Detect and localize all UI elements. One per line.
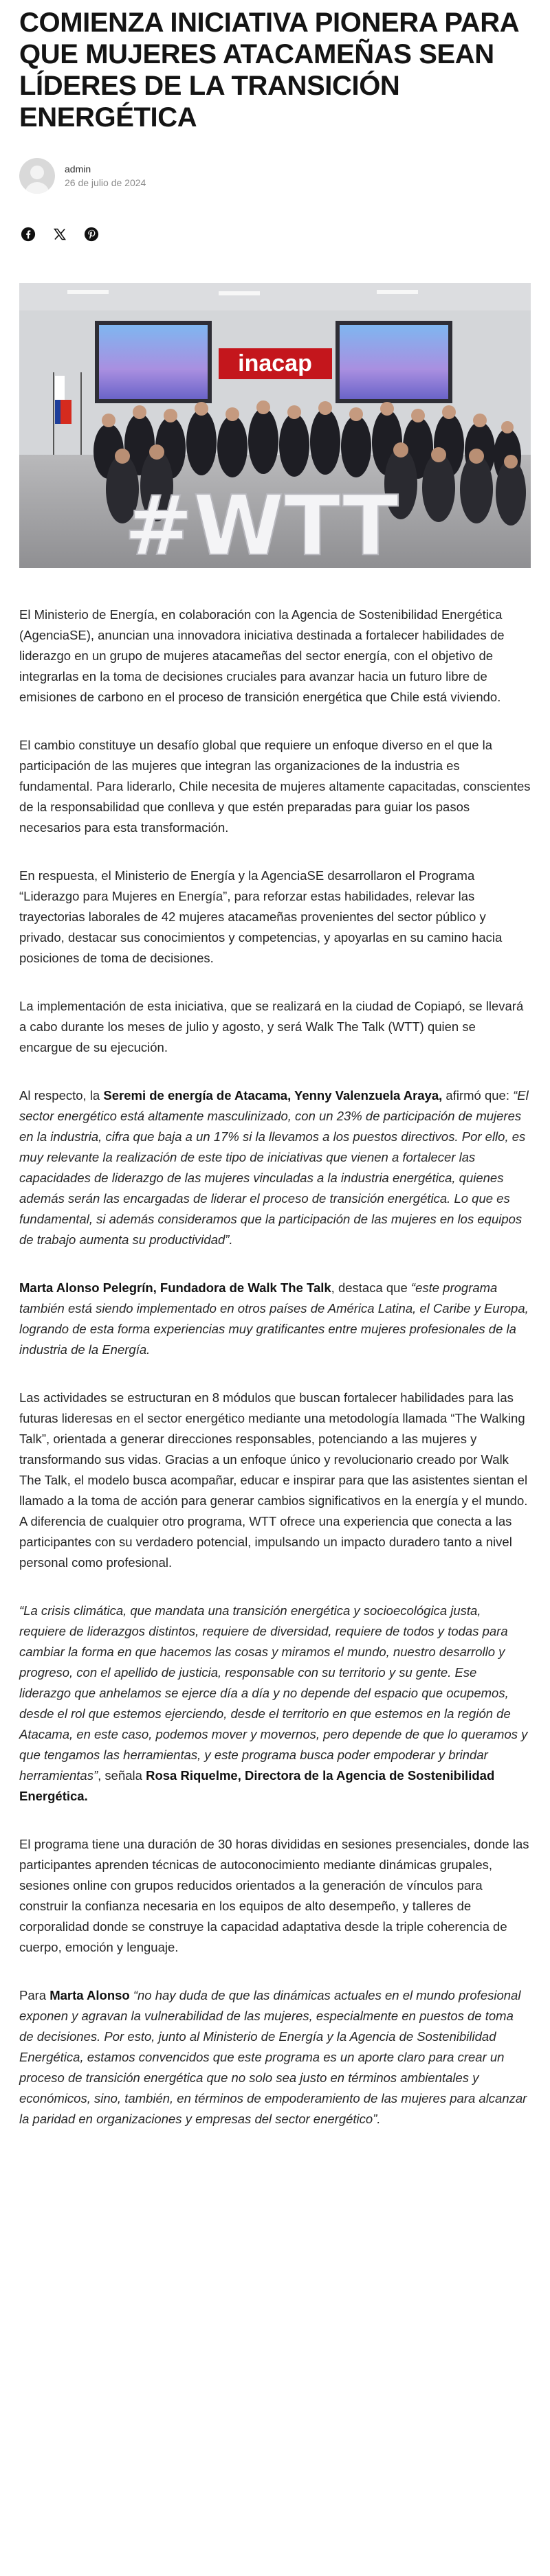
banner-text: inacap [238, 350, 312, 376]
speaker-name: Marta Alonso Pelegrín, Fundadora de Walk The Talk [19, 1280, 331, 1295]
speaker-name: Seremi de energía de Atacama, Yenny Valenzuela Araya, [103, 1088, 443, 1103]
paragraph: Las actividades se estructuran en 8 módulos que buscan fortalecer habilidades para las futuras lideresas en el sector energético mediante una metodología llamada “The Walking Talk”, orientada a generar direcciones responsables, potenciando a las mujeres y transformando sus vidas. Gracias a un enfoque único y revolucionario creado por Walk The Talk, el modelo busca acompañar, educar e inspirar para que las asistentes sientan el llamado a la toma de acción para generar cambios significativos en la energía y el mundo. A diferencia de cualquier otro programa, WTT ofrece una experiencia que conecta a las participantes con su verdadero potencial, impulsando un impacto duradero tanto a nivel personal como profesional. [19, 1390, 528, 1570]
facebook-share-button[interactable] [19, 225, 37, 243]
x-share-button[interactable] [51, 225, 69, 243]
speaker-name: Marta Alonso [50, 1988, 130, 2002]
paragraph: Marta Alonso Pelegrín, Fundadora de Walk The Talk, destaca que “este programa también está siendo implementado en otros países de América Latina, el Caribe y Europa, logrando de esta forma experiencias muy gratificantes entre mujeres profesionales de la industria de la Energía. [19, 1280, 529, 1357]
author-name[interactable]: admin [65, 163, 91, 174]
paragraph: Para Marta Alonso “no hay duda de que las dinámicas actuales en el mundo profesional exponen y agravan la vulnerabilidad de las mujeres, especialmente en puestos de toma de decisiones. Por esto, junto al Ministerio de Energía y la Agencia de Sostenibilidad Energética, estamos convencidos que este programa es un aporte claro para crear un proceso de transición energética que no solo sea justo en términos ambientales y económicos, sino, también, en términos de empoderamiento de las mujeres para alcanzar la paridad en organizaciones y empresas del sector energético”. [19, 1988, 527, 2126]
paragraph: La implementación de esta iniciativa, que se realizará en la ciudad de Copiapó, se llevará a cabo durante los meses de julio y agosto, y será Walk The Talk (WTT) quien se encargue de su ejecución. [19, 999, 524, 1054]
avatar[interactable] [19, 158, 55, 194]
hero-photo [19, 283, 531, 568]
paragraph: El cambio constituye un desafío global que requiere un enfoque diverso en el que la participación de las mujeres que integran las organizaciones de la industria es fundamental. Para liderarlo, Chile necesita de mujeres altamente capacitadas, conscientes de la responsabilidad que conlleva y que estén preparadas para guiar los pasos necesarios para esta transformación. [19, 738, 531, 835]
author-meta [19, 157, 531, 195]
article-body [19, 605, 531, 2129]
pinterest-share-button[interactable] [82, 225, 100, 243]
quote: “este programa también está siendo implementado en otros países de América Latina, el Caribe y Europa, logrando de esta forma experiencias muy gratificantes entre mujeres profesionales de la industria de la Energía. [19, 1280, 529, 1357]
facebook-icon [21, 227, 36, 242]
quote: “La crisis climática, que mandata una transición energética y socioecológica justa, requiere de liderazgos distintos, requiere de diversidad, requiere de todos y todas para cambiar la forma en que hacemos las cosas y miramos el mundo, nuestro desarrollo y progreso, con el apellido de justicia, responsable con su territorio y su gente. Ese liderazgo que anhelamos se ejerce día a día y no depende del espacio que ocupemos, desde el rol que estemos ejerciendo, desde el territorio en que estemos en la región de Atacama, en este caso, podemos mover y movernos, pero depende de que lo queramos y que tengamos las herramientas, y este programa busca poder empoderar y brindar herramientas” [19, 1603, 528, 1783]
quote: “El sector energético está altamente masculinizado, con un 23% de participación de mujeres en la industria, cifra que baja a un 17% si la llevamos a los puestos directivos. Por ello, es muy relevante la realización de este tipo de iniciativas que vienen a fortalecer las capacidades de liderazgo de las mujeres vinculadas a la industria energética, quienes además serán las encargadas de liderar el proceso de transición energética. Lo que es fundamental, si además consideramos que la participación de las mujeres en los equipos de trabajo aumenta su productividad”. [19, 1088, 529, 1247]
wtt-sign: #WTT [124, 479, 399, 568]
paragraph: “La crisis climática, que mandata una transición energética y socioecológica justa, requiere de liderazgos distintos, requiere de diversidad, requiere de todos y todas para cambiar la forma en que hacemos las cosas y miramos el mundo, nuestro desarrollo y progreso, con el apellido de justicia, responsable con su territorio y su gente. Ese liderazgo que anhelamos se ejerce día a día y no depende del espacio que ocupemos, desde el rol que estemos ejerciendo, desde el territorio en que estemos en la región de Atacama, en este caso, podemos mover y movernos, pero depende de que lo queramos y que tengamos las herramientas, y este programa busca poder empoderar y brindar herramientas”, señala Rosa Riquelme, Directora de la Agencia de Sostenibilidad Energética. [19, 1603, 528, 1803]
pinterest-icon [84, 227, 99, 242]
article-title: COMIENZA INICIATIVA PIONERA PARA QUE MUJERES ATACAMEÑAS SEAN LÍDERES DE LA TRANSICIÓN ENERGÉTICA [19, 8, 518, 133]
paragraph: El programa tiene una duración de 30 horas divididas en sesiones presenciales, donde las participantes aprenden técnicas de autoconocimiento mediante dinámicas grupales, sesiones online con grupos reducidos orientados a la generación de vínculos para construir la confianza necesaria en los equipos de alto desempeño, y talleres de corporalidad donde se construye la capacidad adaptativa desde la triple coherencia de cuerpo, emoción y lenguaje. [19, 1837, 529, 1954]
x-icon [53, 227, 67, 241]
paragraph: Al respecto, la Seremi de energía de Atacama, Yenny Valenzuela Araya, afirmó que: “El sector energético está altamente masculinizado, con un 23% de participación de mujeres en la industria, cifra que baja a un 17% si la llevamos a los puestos directivos. Por ello, es muy relevante la realización de este tipo de iniciativas que vienen a fortalecer las capacidades de liderazgo de las mujeres vinculadas a la industria energética, quienes además serán las encargadas de liderar el proceso de transición energética. Lo que es fundamental, si además consideramos que la participación de las mujeres en los equipos de trabajo aumenta su productividad”. [19, 1088, 529, 1247]
publish-date: 26 de julio de 2024 [65, 177, 146, 188]
paragraph: El Ministerio de Energía, en colaboración con la Agencia de Sostenibilidad Energética (AgenciaSE), anuncian una innovadora iniciativa destinada a fortalecer habilidades de liderazgo en un grupo de mujeres atacameñas del sector energía, con el objetivo de integrarlas en la toma de decisiones cruciales para avanzar hacia un futuro libre de emisiones de carbono en el proceso de transición energética que Chile está viviendo. [19, 607, 505, 704]
speaker-name: Rosa Riquelme, Directora de la Agencia de Sostenibilidad Energética. [19, 1768, 495, 1803]
paragraph: En respuesta, el Ministerio de Energía y la AgenciaSE desarrollaron el Programa “Liderazgo para Mujeres en Energía”, para reforzar estas habilidades, relevar las trayectorias laborales de 42 mujeres atacameñas provenientes del sector público y privado, destacar sus conocimientos y competencias, y apoyarlas en su camino hacia posiciones de toma de decisiones. [19, 868, 503, 965]
quote: “no hay duda de que las dinámicas actuales en el mundo profesional exponen y agravan la vulnerabilidad de las mujeres, especialmente en puestos de toma de decisiones. Por esto, junto al Ministerio de Energía y la Agencia de Sostenibilidad Energética, estamos convencidos que este programa es un aporte claro para crear un proceso de transición energética que no solo sea justo en términos ambientales y económicos, sino, también, en términos de empoderamiento de las mujeres para alcanzar la paridad en organizaciones y empresas del sector energético”. [19, 1988, 527, 2126]
share-bar [19, 224, 531, 245]
